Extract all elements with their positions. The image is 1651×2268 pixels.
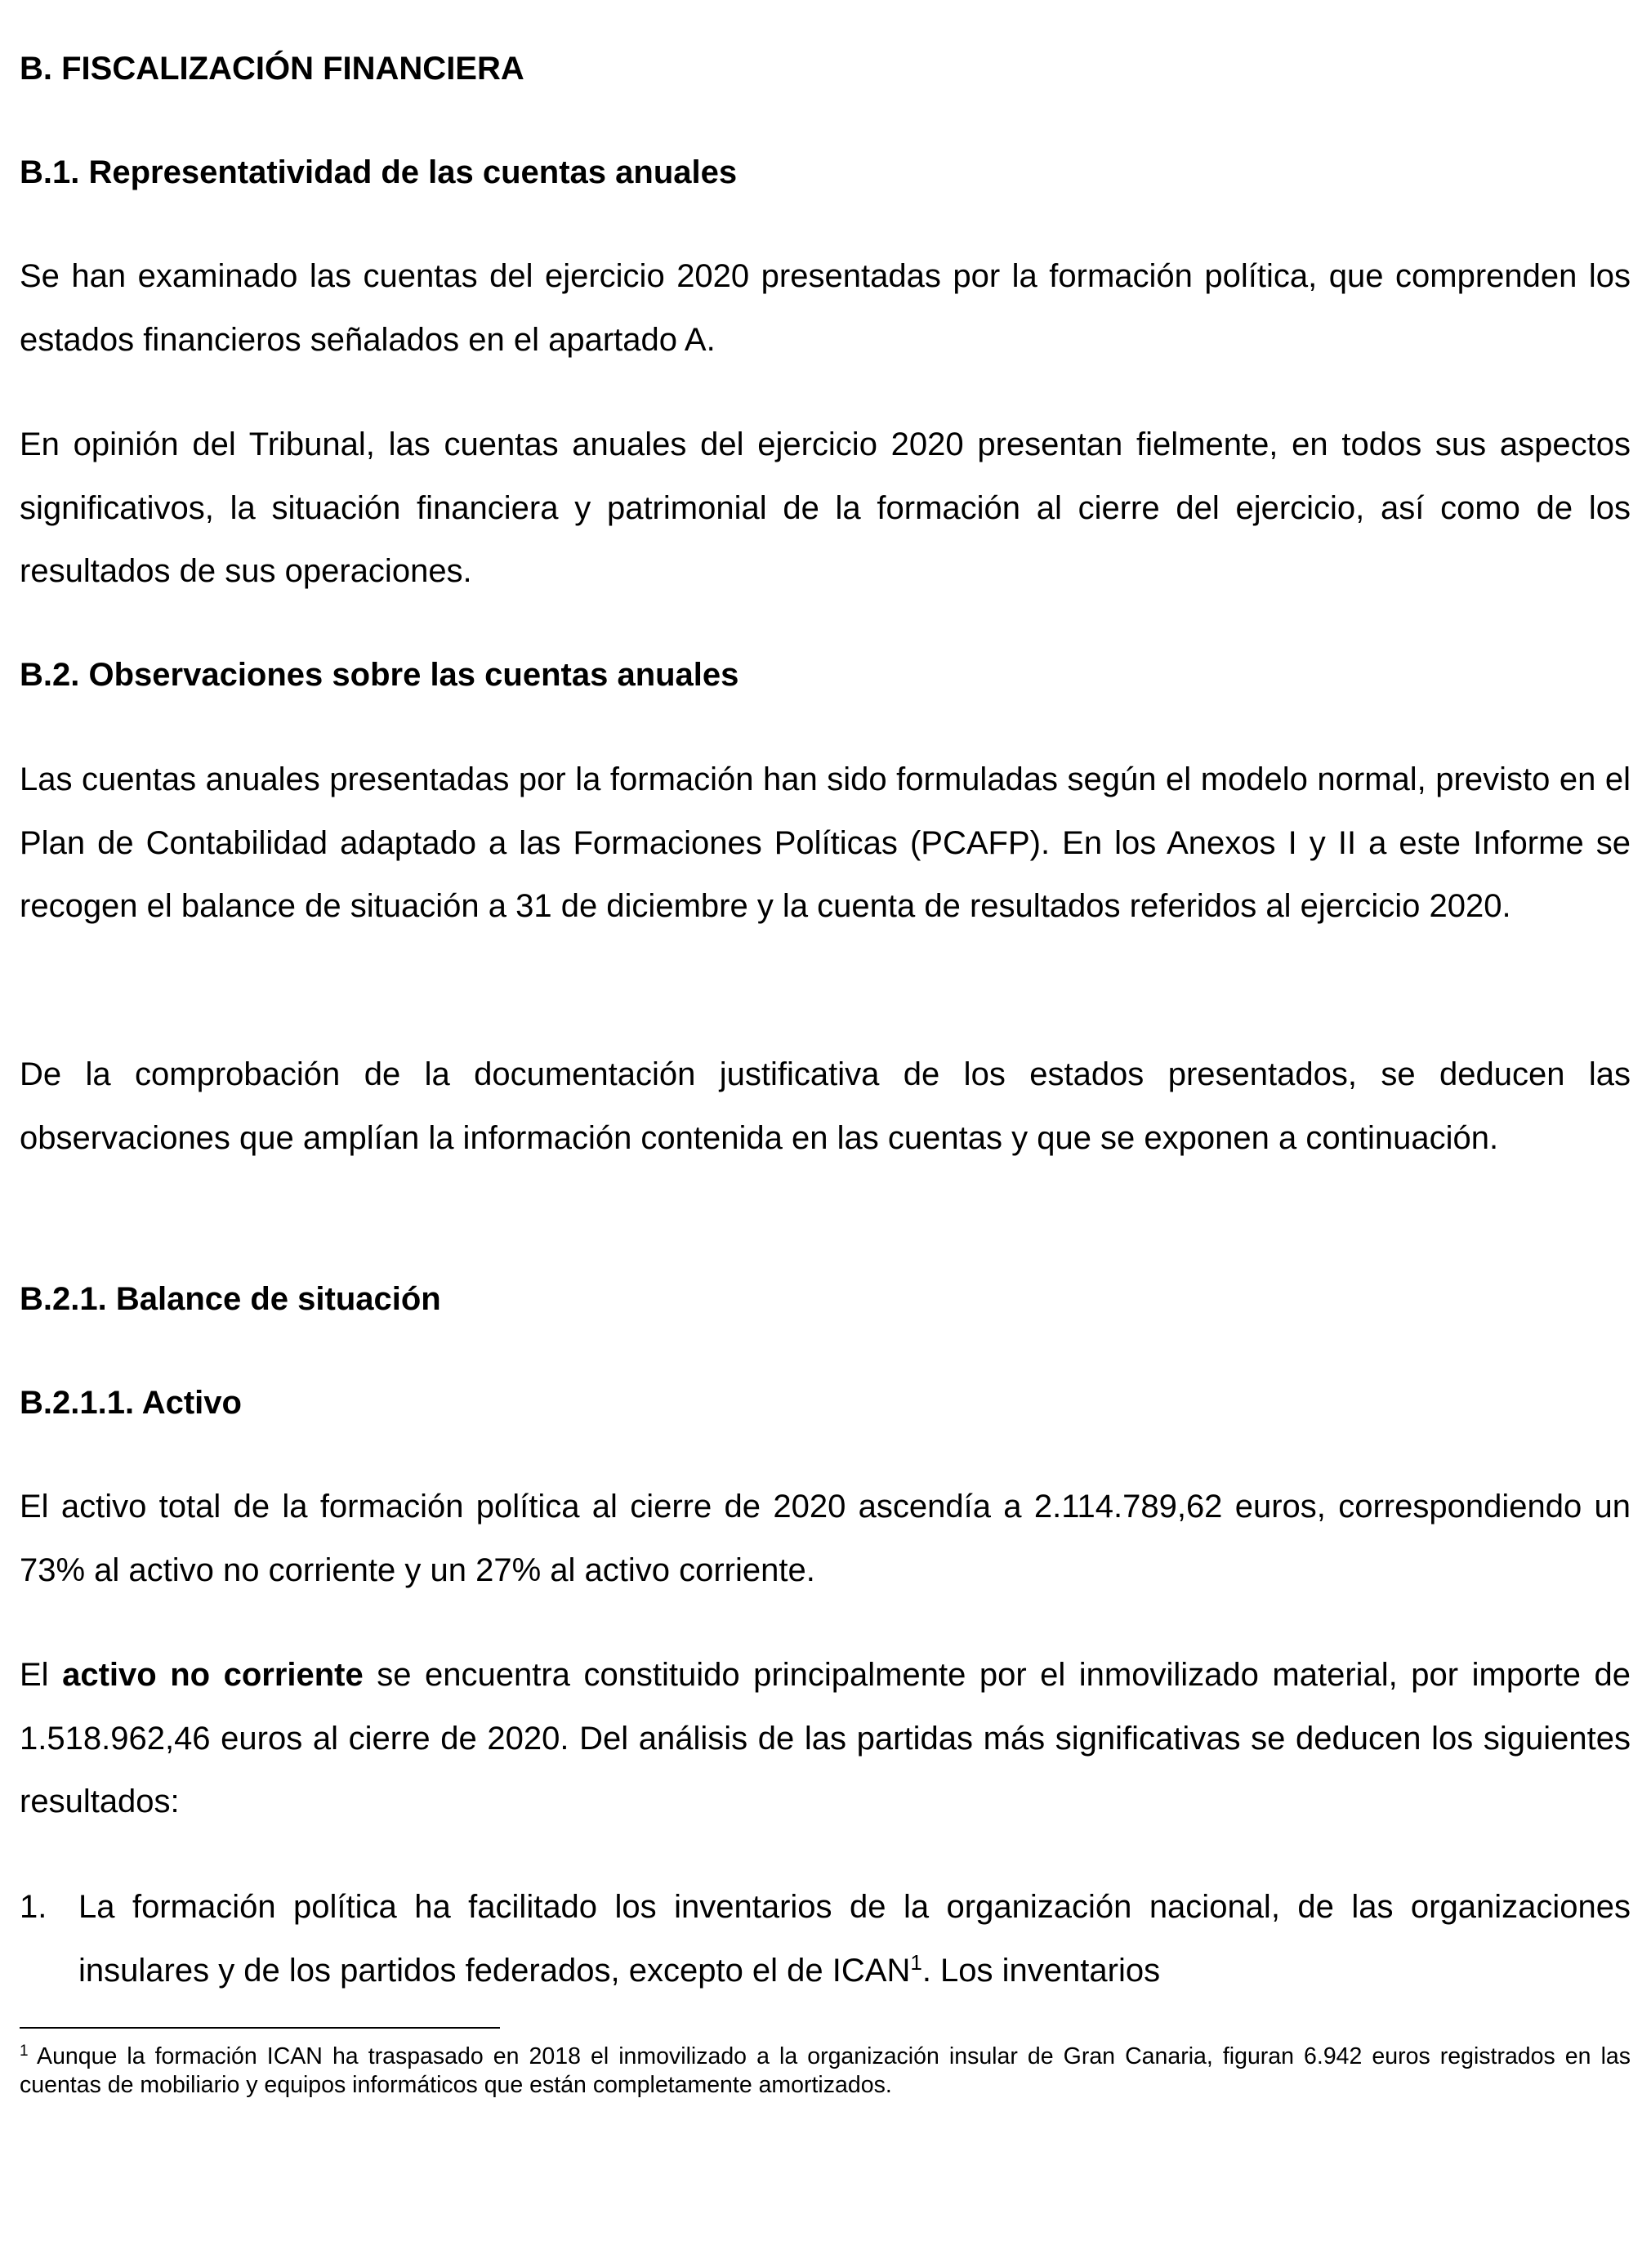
- heading-b2-observaciones: B.2. Observaciones sobre las cuentas anuales: [20, 657, 739, 693]
- footnote-number: 1: [20, 2043, 29, 2060]
- paragraph-activo-total: El activo total de la formación política al cierre de 2020 ascendía a 2.114.789,62 euros, correspondiendo un 73% al activo no corriente y un 27% al activo corriente.: [20, 1489, 1631, 1588]
- text-segment: La formación política ha facilitado los inventarios de la organización nacional, de las organizaciones insulares y de los partidos federados, excepto el de ICAN: [78, 1889, 1631, 1989]
- footnote-text: Aunque la formación ICAN ha traspasado en 2018 el inmovilizado a la organización insular de Gran Canaria, figuran 6.942 euros registrados en las cuentas de mobiliario y equipos informáticos que están completamente amortizados.: [20, 2043, 1631, 2098]
- paragraph-activo-no-corriente: [20, 1644, 1631, 1834]
- heading-b21-balance: B.2.1. Balance de situación: [20, 1281, 441, 1317]
- text-segment: se encuentra constituido principalmente por el inmovilizado material, por importe de 1.518.962,46 euros al cierre de 2020. Del análisis de las partidas más significativas se deducen los siguientes resultados:: [20, 1657, 1631, 1819]
- paragraph-examen-cuentas: Se han examinado las cuentas del ejercicio 2020 presentadas por la formación política, que comprenden los estados financieros señalados en el apartado A.: [20, 258, 1631, 358]
- section-heading-fiscalizacion-financiera: B. FISCALIZACIÓN FINANCIERA: [20, 51, 524, 87]
- footnote-separator: [20, 2027, 500, 2029]
- text-segment: El: [20, 1657, 63, 1693]
- list-item-number: 1.: [20, 1889, 47, 1925]
- list-item: [20, 1876, 1631, 2002]
- list-item-text: [78, 1876, 1631, 2002]
- emphasis-activo-no-corriente: activo no corriente: [62, 1657, 364, 1693]
- footnote-reference[interactable]: 1: [910, 1949, 922, 1975]
- footnote: [20, 2043, 1631, 2100]
- paragraph-opinion-tribunal: En opinión del Tribunal, las cuentas anuales del ejercicio 2020 presentan fielmente, en todos sus aspectos significativos, la situación financiera y patrimonial de la formación al cierre del ejercicio, así como de los resultados de sus operaciones.: [20, 426, 1631, 589]
- paragraph-comprobacion-documentacion: De la comprobación de la documentación justificativa de los estados presentados, se deducen las observaciones que amplían la información contenida en las cuentas y que se exponen a continuación.: [20, 1056, 1631, 1156]
- heading-b211-activo: B.2.1.1. Activo: [20, 1385, 242, 1421]
- text-segment: . Los inventarios: [921, 1952, 1161, 1989]
- paragraph-modelo-normal: Las cuentas anuales presentadas por la formación han sido formuladas según el modelo normal, previsto en el Plan de Contabilidad adaptado a las Formaciones Políticas (PCAFP). En los Anexos I y II a este Informe se recogen el balance de situación a 31 de diciembre y la cuenta de resultados referidos al ejercicio 2020.: [20, 761, 1631, 924]
- heading-b1-representatividad: B.1. Representatividad de las cuentas anuales: [20, 154, 738, 190]
